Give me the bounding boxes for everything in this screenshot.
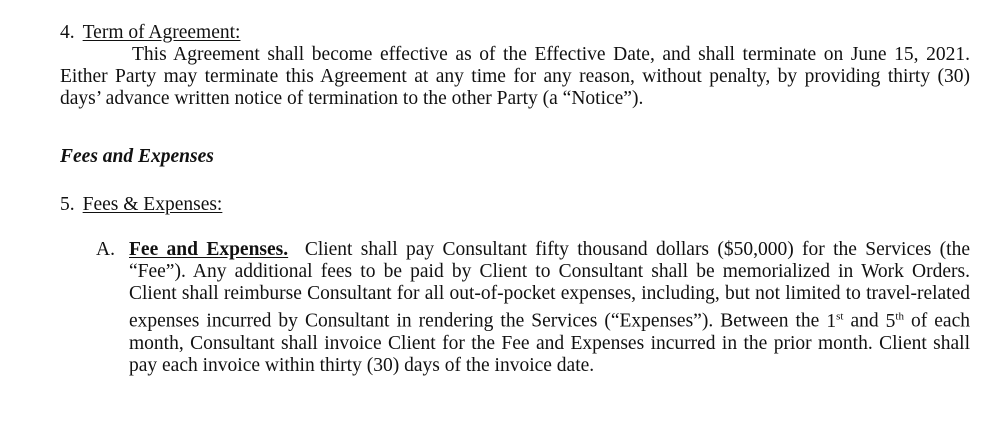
fees-and-expenses-heading: Fees and Expenses (60, 146, 214, 167)
section-number: 5. (60, 194, 75, 215)
section-5-heading (60, 194, 222, 216)
ordinal-first: 1st (826, 310, 844, 332)
section-title: Fees & Expenses: (82, 194, 223, 215)
text-between: Between the (720, 310, 820, 332)
list-item-title: Fee and Expenses. (129, 239, 289, 260)
section-4-text: This Agreement shall become effective as of the Effective Date, and shall terminate on June 15, 2021. Either Party may terminate this Agreement at any time for any reason, without penalty, by providing thirty (30) days’ advance written notice of termination to the other Party (a “Notice”). (60, 44, 970, 109)
section-number: 4. (60, 22, 75, 43)
section-title: Term of Agreement: (82, 22, 241, 43)
list-item-a (96, 239, 970, 377)
section-4-heading (60, 22, 240, 44)
section-4-paragraph (60, 44, 970, 110)
list-item-text: Client shall pay Consultant fifty thousand dollars ($50,000) for the Services (the “Fee”). Any additional fees to be paid by Client to Consultant shall be memorialized in Work Orders. Client shall reimburse Consultant for all out-of-pocket expenses, including, but not limited to travel-related expenses incurred by Consultant in rendering the Services (“Expenses”). (129, 239, 970, 332)
list-item-body (129, 239, 970, 377)
list-marker: A. (96, 239, 115, 260)
list-item-text-end: of each month, Consultant shall invoice Client for the Fee and Expenses incurred in the prior month. Client shall pay each invoice within thirty (30) days of the invoice date. (129, 310, 970, 376)
text-and: and (850, 310, 879, 332)
ordinal-fifth: 5th (885, 310, 904, 332)
